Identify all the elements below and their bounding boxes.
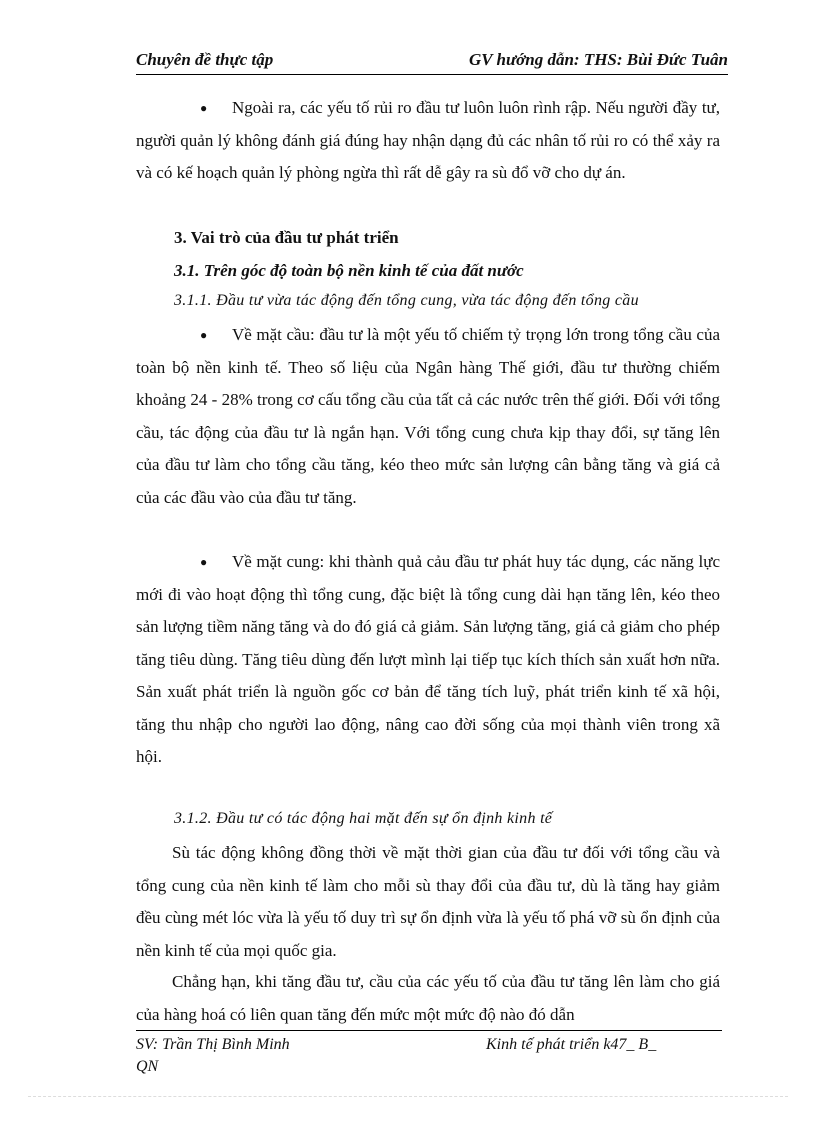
bullet-dot-icon: ●	[200, 101, 208, 115]
paragraph-1: Sù tác động không đồng thời về mặt thời gian của đầu tư đối với tổng cầu và tổng cung của nền kinh tế làm cho mỗi sù thay đổi của đầu tư, dù là tăng hay giảm đều cùng mét lóc vừa là yếu tố duy trì sự ổn định vừa là yếu tố phá vỡ sù ổn định của nền kinh tế của mọi quốc gia.	[136, 843, 720, 960]
header-left-title: Chuyên đề thực tập	[136, 50, 274, 69]
footer-class: Kinh tế phát triển k47_ B_	[486, 1036, 657, 1053]
bullet-cau-text: Về mặt cầu: đầu tư là một yếu tố chiếm tỷ trọng lớn trong tổng cầu của toàn bộ nền kinh tế. Theo số liệu của Ngân hàng Thế giới, đầu tư thường chiếm khoảng 24 - 28% trong cơ cấu tổng cầu của tất cả các nước trên thế giới. Đối với tổng cầu, tác động của đầu tư là ngắn hạn. Với tổng cung chưa kịp thay đổi, sự tăng lên của đầu tư làm cho tổng cầu tăng, kéo theo mức sản lượng cân bằng tăng và giá cả của các đầu vào của đầu tư tăng.	[136, 325, 720, 507]
page-header	[136, 46, 728, 75]
bullet-dot-icon: ●	[200, 555, 208, 569]
bullet-intro-text: Ngoài ra, các yếu tố rủi ro đầu tư luôn luôn rình rập. Nếu người đầy tư, người quản lý không đánh giá đúng hay nhận dạng đủ các nhân tố rủi ro có thể xảy ra và có kế hoạch quản lý phòng ngừa thì rất dễ gây ra sù đổ vỡ cho dự án.	[136, 98, 720, 182]
header-right-advisor: GV hướng dẫn: THS: Bùi Đức Tuân	[468, 50, 728, 69]
heading-3: 3. Vai trò của đầu tư phát triển	[174, 228, 399, 247]
heading-3-1: 3.1. Trên góc độ toàn bộ nền kinh tế của đất nước	[174, 261, 524, 280]
page-bottom-divider	[28, 1096, 788, 1097]
bullet-paragraph-intro	[136, 92, 720, 190]
bullet-paragraph-cau	[136, 319, 720, 514]
footer-divider	[136, 1030, 722, 1031]
bullet-dot-icon: ●	[200, 328, 208, 342]
heading-3-1-1: 3.1.1. Đầu tư vừa tác động đến tổng cung, vừa tác động đến tổng cầu	[174, 292, 639, 309]
bullet-paragraph-cung	[136, 546, 720, 774]
bullet-cung-text: Về mặt cung: khi thành quả cảu đầu tư phát huy tác dụng, các năng lực mới đi vào hoạt động thì tổng cung, đặc biệt là tổng cung dài hạn tăng lên, kéo theo sản lượng tiềm năng tăng và do đó giá cả giảm. Sản lượng tăng, giá cả giảm cho phép tăng tiêu dùng. Tăng tiêu dùng đến lượt mình lại tiếp tục kích thích sản xuất hơn nữa. Sản xuất phát triển là nguồn gốc cơ bản để tăng tích luỹ, phát triển kinh tế xã hội, tăng thu nhập cho người lao động, nâng cao đời sống của mọi thành viên trong xã hội.	[136, 552, 720, 766]
footer-student: SV: Trần Thị Bình Minh QN	[136, 1036, 290, 1075]
paragraph-2: Chẳng hạn, khi tăng đầu tư, cầu của các yếu tố của đầu tư tăng lên làm cho giá của hàng hoá có liên quan tăng đến mức một mức độ nào đó dẫn	[136, 972, 720, 1024]
heading-3-1-2: 3.1.2. Đầu tư có tác động hai mặt đến sự ổn định kinh tế	[174, 810, 553, 827]
